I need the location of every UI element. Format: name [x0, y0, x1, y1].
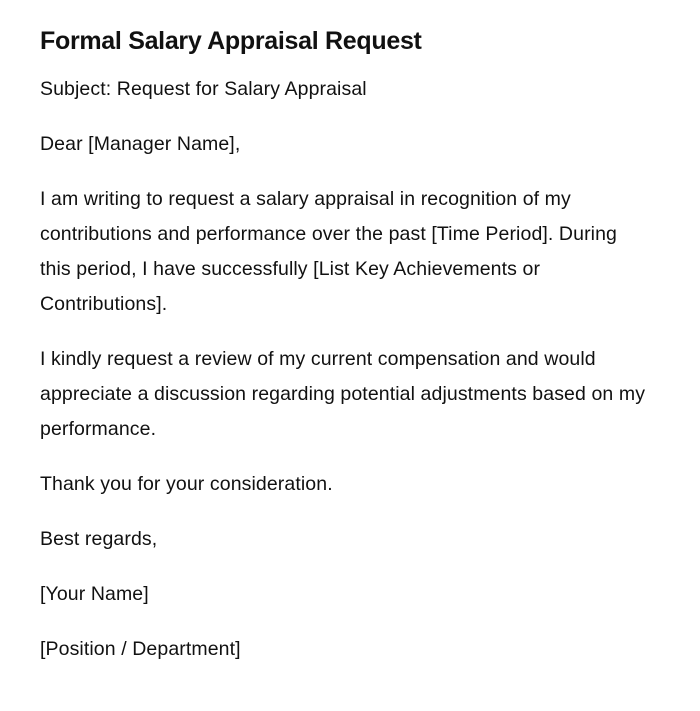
body-paragraph: I am writing to request a salary appraisal in recognition of my contributions and performance over the past [Time Period]. During this period, I have successfully [List Key Achievements or Contributions].: [40, 188, 617, 315]
closing: Best regards,: [40, 528, 158, 550]
salutation: Dear [Manager Name],: [40, 133, 241, 155]
thanks-line: Thank you for your consideration.: [40, 473, 333, 495]
subject-line: Subject: Request for Salary Appraisal: [40, 78, 367, 100]
body-paragraph: I kindly request a review of my current compensation and would appreciate a discussion regarding potential adjustments based on my performance.: [40, 348, 646, 440]
signature-name: [Your Name]: [40, 583, 149, 605]
document-title: Formal Salary Appraisal Request: [40, 27, 422, 55]
signature-position: [Position / Department]: [40, 638, 241, 660]
